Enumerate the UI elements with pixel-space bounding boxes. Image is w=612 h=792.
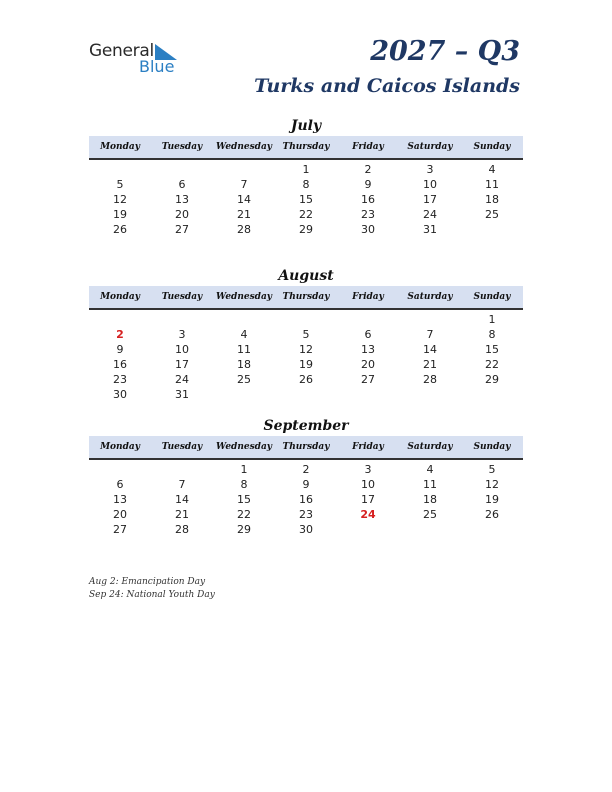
holiday-day-cell: 2	[116, 328, 124, 341]
weekday-label: Wednesday	[215, 442, 273, 452]
week-row	[89, 522, 523, 537]
weekday-label: Tuesday	[161, 292, 203, 302]
day-cell: 28	[175, 523, 189, 536]
weekday-label: Saturday	[407, 142, 453, 152]
day-cell: 27	[361, 373, 375, 386]
day-cell: 13	[175, 193, 189, 206]
day-cell: 21	[175, 508, 189, 521]
day-cell: 19	[485, 493, 499, 506]
day-cell: 13	[113, 493, 127, 506]
month-title: August	[278, 268, 334, 284]
day-cell: 3	[426, 163, 434, 176]
day-cell: 18	[485, 193, 499, 206]
day-cell: 17	[423, 193, 437, 206]
day-cell: 16	[299, 493, 313, 506]
day-cell: 17	[361, 493, 375, 506]
weekday-label: Friday	[352, 292, 384, 302]
empty-day-cell	[337, 522, 399, 537]
weekday-label: Monday	[100, 142, 140, 152]
day-cell: 23	[361, 208, 375, 221]
week-row	[89, 177, 523, 192]
day-cell: 6	[116, 478, 124, 491]
day-cell: 6	[178, 178, 186, 191]
empty-day-cell	[89, 162, 151, 177]
month-july	[89, 116, 523, 237]
week-row	[89, 372, 523, 387]
empty-day-cell	[399, 522, 461, 537]
month-grid	[89, 162, 523, 237]
day-cell: 8	[302, 178, 310, 191]
empty-day-cell	[151, 312, 213, 327]
week-row	[89, 327, 523, 342]
week-row	[89, 462, 523, 477]
logo	[89, 41, 189, 77]
day-cell: 30	[299, 523, 313, 536]
day-cell: 6	[364, 328, 372, 341]
day-cell: 20	[113, 508, 127, 521]
day-cell: 28	[423, 373, 437, 386]
weekday-label: Thursday	[282, 142, 330, 152]
day-cell: 21	[237, 208, 251, 221]
weekday-label: Saturday	[407, 292, 453, 302]
day-cell: 12	[299, 343, 313, 356]
weekday-label: Saturday	[407, 442, 453, 452]
week-row	[89, 207, 523, 222]
day-cell: 26	[485, 508, 499, 521]
empty-day-cell	[151, 162, 213, 177]
day-cell: 22	[299, 208, 313, 221]
logo-general-text: General	[89, 41, 154, 61]
day-cell: 3	[178, 328, 186, 341]
logo-blue-text: Blue	[139, 57, 175, 76]
empty-day-cell	[89, 312, 151, 327]
day-cell: 28	[237, 223, 251, 236]
day-cell: 18	[423, 493, 437, 506]
month-title: September	[263, 418, 349, 434]
day-cell: 3	[364, 463, 372, 476]
day-cell: 29	[237, 523, 251, 536]
empty-day-cell	[399, 387, 461, 402]
weekday-label: Thursday	[282, 292, 330, 302]
day-cell: 5	[302, 328, 310, 341]
weekday-label: Monday	[100, 442, 140, 452]
day-cell: 1	[240, 463, 248, 476]
day-cell: 23	[113, 373, 127, 386]
week-row	[89, 312, 523, 327]
empty-day-cell	[461, 222, 523, 237]
empty-day-cell	[213, 387, 275, 402]
day-cell: 25	[423, 508, 437, 521]
day-cell: 14	[175, 493, 189, 506]
day-cell: 9	[116, 343, 124, 356]
day-cell: 11	[423, 478, 437, 491]
month-august	[89, 266, 523, 402]
weekday-label: Thursday	[282, 442, 330, 452]
week-row	[89, 477, 523, 492]
day-cell: 5	[116, 178, 124, 191]
empty-day-cell	[337, 312, 399, 327]
month-grid	[89, 312, 523, 402]
weekday-label: Sunday	[473, 442, 511, 452]
day-cell: 16	[113, 358, 127, 371]
day-cell: 26	[113, 223, 127, 236]
day-cell: 19	[113, 208, 127, 221]
day-cell: 12	[113, 193, 127, 206]
empty-day-cell	[213, 162, 275, 177]
day-cell: 10	[423, 178, 437, 191]
day-cell: 22	[485, 358, 499, 371]
day-cell: 24	[423, 208, 437, 221]
week-row	[89, 192, 523, 207]
weekday-label: Monday	[100, 292, 140, 302]
day-cell: 29	[299, 223, 313, 236]
day-cell: 7	[240, 178, 248, 191]
day-cell: 8	[240, 478, 248, 491]
day-cell: 21	[423, 358, 437, 371]
weekday-label: Wednesday	[215, 142, 273, 152]
month-title: July	[290, 118, 322, 134]
day-cell: 1	[488, 313, 496, 326]
month-grid	[89, 462, 523, 537]
empty-day-cell	[151, 462, 213, 477]
day-cell: 10	[175, 343, 189, 356]
weekday-header	[89, 286, 523, 310]
day-cell: 15	[485, 343, 499, 356]
day-cell: 7	[178, 478, 186, 491]
day-cell: 13	[361, 343, 375, 356]
empty-day-cell	[213, 312, 275, 327]
weekday-label: Sunday	[473, 142, 511, 152]
day-cell: 11	[237, 343, 251, 356]
weekday-label: Tuesday	[161, 142, 203, 152]
day-cell: 10	[361, 478, 375, 491]
day-cell: 11	[485, 178, 499, 191]
day-cell: 4	[240, 328, 248, 341]
day-cell: 8	[488, 328, 496, 341]
week-row	[89, 342, 523, 357]
day-cell: 7	[426, 328, 434, 341]
weekday-header	[89, 436, 523, 460]
day-cell: 18	[237, 358, 251, 371]
month-september	[89, 416, 523, 537]
day-cell: 25	[237, 373, 251, 386]
holiday-note: Aug 2: Emancipation Day	[89, 577, 206, 587]
day-cell: 31	[423, 223, 437, 236]
day-cell: 14	[423, 343, 437, 356]
day-cell: 4	[488, 163, 496, 176]
day-cell: 22	[237, 508, 251, 521]
week-row	[89, 492, 523, 507]
day-cell: 14	[237, 193, 251, 206]
weekday-label: Sunday	[473, 292, 511, 302]
page-title: 2027 – Q3	[370, 36, 520, 67]
day-cell: 9	[302, 478, 310, 491]
empty-day-cell	[399, 312, 461, 327]
day-cell: 23	[299, 508, 313, 521]
day-cell: 24	[175, 373, 189, 386]
week-row	[89, 162, 523, 177]
empty-day-cell	[275, 387, 337, 402]
day-cell: 27	[175, 223, 189, 236]
day-cell: 4	[426, 463, 434, 476]
holiday-note: Sep 24: National Youth Day	[89, 590, 215, 600]
day-cell: 16	[361, 193, 375, 206]
day-cell: 17	[175, 358, 189, 371]
day-cell: 9	[364, 178, 372, 191]
day-cell: 5	[488, 463, 496, 476]
day-cell: 27	[113, 523, 127, 536]
day-cell: 29	[485, 373, 499, 386]
weekday-label: Tuesday	[161, 442, 203, 452]
page-subtitle: Turks and Caicos Islands	[254, 75, 520, 97]
week-row	[89, 387, 523, 402]
day-cell: 25	[485, 208, 499, 221]
empty-day-cell	[461, 522, 523, 537]
day-cell: 31	[175, 388, 189, 401]
empty-day-cell	[337, 387, 399, 402]
empty-day-cell	[461, 387, 523, 402]
empty-day-cell	[275, 312, 337, 327]
weekday-header	[89, 136, 523, 160]
week-row	[89, 507, 523, 522]
day-cell: 2	[364, 163, 372, 176]
day-cell: 30	[113, 388, 127, 401]
day-cell: 12	[485, 478, 499, 491]
holiday-notes	[89, 576, 215, 602]
day-cell: 20	[175, 208, 189, 221]
weekday-label: Friday	[352, 142, 384, 152]
day-cell: 26	[299, 373, 313, 386]
day-cell: 20	[361, 358, 375, 371]
day-cell: 1	[302, 163, 310, 176]
day-cell: 30	[361, 223, 375, 236]
week-row	[89, 222, 523, 237]
weekday-label: Wednesday	[215, 292, 273, 302]
week-row	[89, 357, 523, 372]
holiday-day-cell: 24	[360, 508, 376, 521]
day-cell: 19	[299, 358, 313, 371]
weekday-label: Friday	[352, 442, 384, 452]
day-cell: 15	[237, 493, 251, 506]
day-cell: 15	[299, 193, 313, 206]
day-cell: 2	[302, 463, 310, 476]
empty-day-cell	[89, 462, 151, 477]
